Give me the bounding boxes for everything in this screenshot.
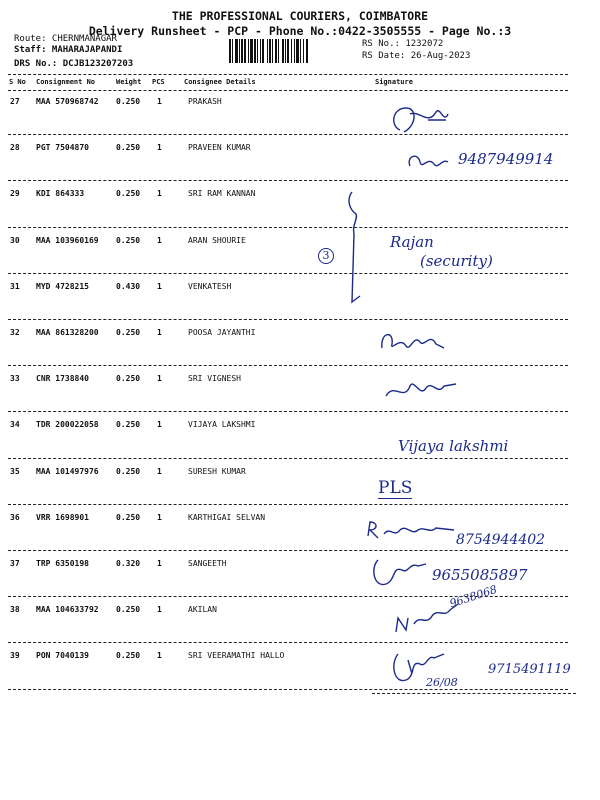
row-pcs: 1 bbox=[157, 235, 162, 245]
row-consignment: PON 7040139 bbox=[36, 651, 89, 661]
row-divider bbox=[8, 689, 568, 690]
row-consignment: MYD 4728215 bbox=[36, 281, 89, 291]
handwritten-pls: PLS bbox=[378, 478, 413, 498]
row-divider bbox=[8, 365, 568, 366]
row-weight: 0.250 bbox=[116, 328, 141, 337]
handwritten-phone-36: 8754944402 bbox=[456, 532, 546, 548]
rs-date: RS Date: 26-Aug-2023 bbox=[362, 51, 471, 61]
row-weight: 0.250 bbox=[116, 651, 141, 661]
row-consignment: VRR 1698901 bbox=[36, 512, 89, 522]
handwritten-vijaya: Vijaya lakshmi bbox=[398, 437, 509, 455]
handwritten-phone-38: 9638068 bbox=[448, 582, 499, 611]
row-consignment: TRP 6350198 bbox=[36, 559, 89, 568]
signature-sangeeth bbox=[368, 554, 430, 592]
row-consignee: KARTHIGAI SELVAN bbox=[188, 512, 266, 522]
row-sno: 35 bbox=[10, 466, 20, 476]
handwritten-phone-28: 9487949914 bbox=[458, 150, 554, 168]
row-pcs: 1 bbox=[157, 466, 162, 476]
row-divider bbox=[8, 411, 568, 412]
row-divider bbox=[8, 134, 568, 135]
row-pcs: 1 bbox=[157, 559, 162, 568]
row-pcs: 1 bbox=[157, 605, 162, 615]
row-pcs: 1 bbox=[157, 512, 162, 522]
runsheet-header bbox=[0, 0, 600, 75]
row-consignee: SURESH KUMAR bbox=[188, 466, 246, 476]
row-consignee: POOSA JAYANTHI bbox=[188, 328, 256, 337]
signature-vignesh bbox=[380, 372, 460, 404]
handwritten-underline bbox=[372, 693, 576, 694]
col-consignee: Consignee Details bbox=[184, 78, 256, 86]
row-divider bbox=[8, 180, 568, 181]
row-divider bbox=[8, 642, 568, 643]
row-sno: 27 bbox=[10, 97, 20, 106]
row-sno: 36 bbox=[10, 512, 20, 522]
row-sno: 32 bbox=[10, 328, 20, 337]
barcode bbox=[229, 39, 353, 63]
signature-praveen bbox=[404, 148, 450, 176]
route-label: Route: CHERNMANAGAR bbox=[14, 34, 117, 44]
row-pcs: 1 bbox=[157, 281, 162, 291]
circled-number: 3 bbox=[318, 248, 334, 264]
row-sno: 33 bbox=[10, 374, 20, 384]
row-pcs: 1 bbox=[157, 189, 162, 199]
row-divider bbox=[8, 504, 568, 505]
row-weight: 0.250 bbox=[116, 189, 141, 199]
row-consignee: VENKATESH bbox=[188, 281, 232, 291]
row-consignment: MAA 104633792 bbox=[36, 605, 99, 615]
company-title: THE PROFESSIONAL COURIERS, COIMBATORE bbox=[171, 9, 429, 23]
handwritten-date: 26/08 bbox=[426, 676, 458, 689]
row-sno: 39 bbox=[10, 651, 20, 661]
row-weight: 0.250 bbox=[116, 143, 141, 153]
row-consignment: MAA 103960169 bbox=[36, 235, 99, 245]
row-consignee: ARAN SHOURIE bbox=[188, 235, 246, 245]
bracket-mark bbox=[340, 190, 370, 310]
row-sno: 38 bbox=[10, 605, 20, 615]
row-consignment: MAA 570968742 bbox=[36, 97, 99, 106]
drs-number: DRS No.: DCJB123207203 bbox=[14, 59, 134, 69]
row-divider bbox=[8, 550, 568, 551]
row-sno: 29 bbox=[10, 189, 20, 199]
row-weight: 0.250 bbox=[116, 97, 141, 106]
row-consignee: SRI VIGNESH bbox=[188, 374, 241, 384]
runsheet-subtitle: Delivery Runsheet - PCP - Phone No.:0422-3505555 - Page No.:3 bbox=[88, 24, 512, 38]
row-consignee: SRI RAM KANNAN bbox=[188, 189, 256, 199]
row-weight: 0.250 bbox=[116, 512, 141, 522]
row-pcs: 1 bbox=[157, 420, 162, 430]
row-pcs: 1 bbox=[157, 374, 162, 384]
handwritten-phone-37: 9655085897 bbox=[432, 566, 528, 584]
row-sno: 30 bbox=[10, 235, 20, 245]
column-divider bbox=[8, 90, 568, 91]
handwritten-security: (security) bbox=[420, 252, 493, 270]
header-divider bbox=[8, 74, 568, 75]
row-consignment: PGT 7504870 bbox=[36, 143, 89, 153]
row-consignee: AKILAN bbox=[188, 605, 217, 615]
row-consignee: VIJAYA LAKSHMI bbox=[188, 420, 256, 430]
row-consignment: MAA 861328200 bbox=[36, 328, 99, 337]
row-weight: 0.430 bbox=[116, 281, 141, 291]
row-consignment: KDI 864333 bbox=[36, 189, 85, 199]
handwritten-rajan: Rajan bbox=[390, 233, 434, 251]
row-pcs: 1 bbox=[157, 651, 162, 661]
row-weight: 0.250 bbox=[116, 466, 141, 476]
handwritten-phone-39: 9715491119 bbox=[488, 662, 571, 677]
row-consignee: PRAKASH bbox=[188, 97, 222, 106]
row-sno: 37 bbox=[10, 559, 20, 568]
rs-number: RS No.: 1232072 bbox=[362, 39, 444, 49]
row-consignment: TDR 200022058 bbox=[36, 420, 99, 430]
signature-prakash bbox=[388, 100, 454, 142]
row-sno: 28 bbox=[10, 143, 20, 153]
staff-label: Staff: MAHARAJAPANDI bbox=[14, 45, 123, 55]
row-weight: 0.320 bbox=[116, 559, 141, 568]
row-weight: 0.250 bbox=[116, 235, 141, 245]
row-divider bbox=[8, 227, 568, 228]
row-divider bbox=[8, 458, 568, 459]
row-consignee: PRAVEEN KUMAR bbox=[188, 143, 251, 153]
row-pcs: 1 bbox=[157, 97, 162, 106]
row-consignee: SRI VEERAMATHI HALLO bbox=[188, 651, 285, 661]
row-pcs: 1 bbox=[157, 328, 162, 337]
row-divider bbox=[8, 273, 568, 274]
row-consignment: CNR 1738840 bbox=[36, 374, 89, 384]
signature-poosa bbox=[378, 326, 448, 356]
col-pcs: PCS bbox=[152, 78, 165, 86]
col-sno: S No bbox=[9, 78, 26, 86]
col-consignment: Consignment No bbox=[36, 78, 96, 86]
row-pcs: 1 bbox=[157, 143, 162, 153]
row-weight: 0.250 bbox=[116, 420, 141, 430]
row-weight: 0.250 bbox=[116, 374, 141, 384]
signature-karthigai bbox=[364, 518, 460, 542]
col-weight: Weight bbox=[116, 78, 142, 86]
row-sno: 34 bbox=[10, 420, 20, 430]
row-weight: 0.250 bbox=[116, 605, 141, 615]
row-divider bbox=[8, 319, 568, 320]
row-consignee: SANGEETH bbox=[188, 559, 227, 568]
col-signature: Signature bbox=[375, 78, 413, 86]
row-consignment: MAA 101497976 bbox=[36, 466, 99, 476]
row-sno: 31 bbox=[10, 281, 20, 291]
